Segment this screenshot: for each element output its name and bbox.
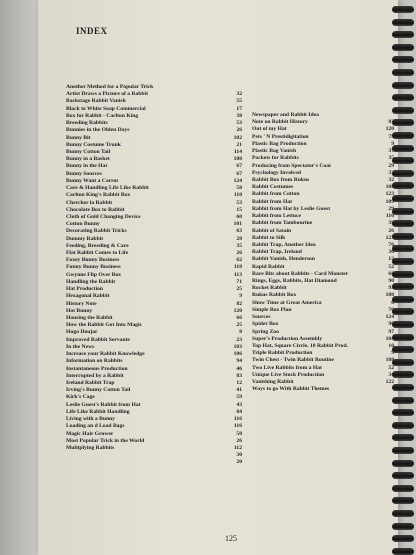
index-entry xyxy=(66,221,246,228)
index-entry-page: 67 xyxy=(236,163,242,170)
binding-coil xyxy=(392,460,414,467)
index-entry xyxy=(252,235,400,242)
index-entry-page: 52 xyxy=(388,364,394,371)
index-entry-text: Gwynne Flip Over Box xyxy=(66,271,122,278)
index-entry-text: Dummy Rabbit xyxy=(66,235,104,242)
index-entry xyxy=(66,243,246,250)
index-entry xyxy=(66,149,246,156)
binding-coil xyxy=(392,535,414,542)
index-entry xyxy=(252,177,400,184)
index-entry-text: Carlton King's Rabbit Box xyxy=(66,192,131,199)
index-entry xyxy=(252,314,400,321)
index-entry xyxy=(66,163,246,170)
index-entry xyxy=(66,416,246,423)
index-entry-page: 109 xyxy=(385,198,394,205)
index-entry xyxy=(252,126,400,133)
index-entry-text: Rapid Rabbit xyxy=(252,263,285,270)
index-entry xyxy=(66,135,246,142)
index-entry-text: Flat Rabbit Comes to Life xyxy=(66,250,129,257)
index-entry xyxy=(66,98,246,105)
index-entry xyxy=(252,329,400,336)
index-entry-text: Unique Live Stock Production xyxy=(252,371,325,378)
index-entry xyxy=(252,141,400,148)
index-entry xyxy=(66,322,246,329)
index-entry-page: 110 xyxy=(233,192,242,199)
index-entry-text: Newspaper and Rabbit Idea xyxy=(252,112,319,118)
binding-coil xyxy=(392,409,414,416)
index-entry xyxy=(252,134,400,141)
index-column-left xyxy=(66,84,246,467)
index-entry-page: 12 xyxy=(236,379,242,386)
index-entry-text: Improved Rabbit Servante xyxy=(66,336,130,343)
binding-coil xyxy=(392,548,414,555)
index-entry-text: Instantaneous Production xyxy=(66,365,128,372)
index-entry-text: Rabbit from Hat by Leslie Guest xyxy=(252,205,331,212)
index-entry-page: 53 xyxy=(236,120,242,127)
index-entry-text: Chocolate Box to Rabbit xyxy=(66,206,125,213)
index-entry xyxy=(252,285,400,292)
index-entry-text: Rabbit from Tambourine xyxy=(252,220,313,227)
index-entry-page: 26 xyxy=(236,437,242,444)
index-entry-text: Sources xyxy=(252,314,271,321)
index-entry xyxy=(66,308,246,315)
index-entry xyxy=(252,213,400,220)
index-entry-text: Rings, Eggs, Rabbits, Hat Diamond xyxy=(252,278,337,285)
index-entry-text: Black to White Soap Commercial xyxy=(66,105,146,112)
index-entry-page: 68 xyxy=(388,270,394,277)
index-entry-text: Rabbit Trap, Ireland xyxy=(252,249,302,256)
index-entry-page: 26 xyxy=(388,227,394,234)
index-entry-text: Life Like Rabbit Handling xyxy=(66,408,130,415)
index-entry-text: Rabbit Box from Rukus xyxy=(252,176,310,183)
index-entry xyxy=(252,249,400,256)
index-entry xyxy=(252,163,400,170)
index-entry xyxy=(252,321,400,328)
index-entry-text: Out of my Hat xyxy=(252,126,287,133)
index-entry xyxy=(66,257,246,264)
index-entry-text: Simple Box Plan xyxy=(252,306,292,313)
index-entry-text: Rabbit of Satain xyxy=(252,227,292,234)
index-entry xyxy=(252,170,400,177)
index-entry-text: Housing the Rabbit xyxy=(66,315,113,321)
index-entry-text: Spider Box xyxy=(252,321,279,328)
index-entry xyxy=(66,373,246,380)
index-entry-page: 34 xyxy=(388,371,394,378)
index-entry xyxy=(66,329,246,336)
index-entry-text: Hugo Doujar xyxy=(66,329,98,336)
index-entry xyxy=(66,84,246,91)
index-entry-page: 120 xyxy=(233,307,242,314)
index-entry xyxy=(252,148,400,155)
index-entry-text: Rabbit Vanish, Henderson xyxy=(252,256,315,263)
index-entry-page: 60 xyxy=(236,213,242,220)
index-entry xyxy=(66,431,246,438)
index-entry-page: 43 xyxy=(236,401,242,408)
binding-coil xyxy=(392,472,414,479)
index-entry xyxy=(66,286,246,293)
index-entry-page: 70 xyxy=(388,306,394,313)
index-entry-page: 90 xyxy=(388,278,394,285)
index-entry-text: Rabbit Costumes xyxy=(252,184,294,191)
index-entry-text: Rabbit to Silk xyxy=(252,234,286,241)
index-entry xyxy=(66,142,246,149)
index-entry xyxy=(66,156,246,163)
index-entry xyxy=(252,336,400,343)
index-entry-page: 67 xyxy=(236,170,242,177)
index-entry xyxy=(252,242,400,249)
index-entry-page: 94 xyxy=(236,358,242,365)
index-entry-text: Rukus Rabbit Box xyxy=(252,292,297,299)
index-entry-text: Cloth of Gold Changing Device xyxy=(66,213,141,220)
index-entry-text: Loading an d Load Bags xyxy=(66,423,125,430)
page-number: 125 xyxy=(225,534,237,543)
index-entry-page: 66 xyxy=(236,315,242,321)
index-entry-page: 75 xyxy=(388,133,394,140)
index-entry-page: 17 xyxy=(236,105,242,112)
index-entry-text: Artist Draws a Picture of a Rabbit xyxy=(66,91,148,98)
index-entry-page: 15 xyxy=(236,206,242,213)
index-entry xyxy=(252,264,400,271)
index-entry-page: 63 xyxy=(236,228,242,235)
index-entry-page: 53 xyxy=(236,199,242,206)
index-entry-page: 9 xyxy=(391,350,394,357)
index-entry xyxy=(66,445,246,452)
index-entry-text: Interrupted by a Rabbit xyxy=(66,372,124,379)
index-entry-text: Most Popular Trick in the World xyxy=(66,437,145,444)
index-entry-page: 35 xyxy=(236,242,242,249)
index-entry-page: 6 xyxy=(391,299,394,306)
index-entry xyxy=(252,191,400,198)
index-entry-page: 116 xyxy=(233,416,242,423)
index-entry xyxy=(66,344,246,351)
index-entry-text: Breeding Rabbits xyxy=(66,120,108,127)
index-entry xyxy=(252,228,400,235)
binding-coil xyxy=(392,523,414,530)
index-entry-text: Another Method for a Popular Trick xyxy=(66,84,154,90)
index-entry xyxy=(252,386,400,393)
index-entry-text: Foxey Bunny Business xyxy=(66,257,120,264)
index-entry-text: Living with a Bunny xyxy=(66,416,115,423)
index-entry-text: Rocket Rabbit xyxy=(252,285,287,292)
index-entry-text: Bunny in the Hat xyxy=(66,163,108,170)
index-entry-text: Decorating Rabbit Tricks xyxy=(66,228,127,235)
index-entry xyxy=(252,220,400,227)
index-entry xyxy=(66,301,246,308)
index-entry-text: Care & Handling Life Like Rabbit xyxy=(66,185,149,192)
index-entry-text: Twin Chest - Twin Rabbit Routine xyxy=(252,357,334,364)
index-entry xyxy=(252,112,400,119)
index-entry-page: 106 xyxy=(233,351,242,358)
index-entry-text: How the Rabbit Got Into Magic xyxy=(66,322,142,329)
index-entry-text: Funny Bunny Business xyxy=(66,264,121,271)
index-entry xyxy=(66,402,246,409)
index-entry-page: 123 xyxy=(385,234,394,241)
index-entry xyxy=(66,192,246,199)
index-entry-page: 20 xyxy=(236,459,242,466)
index-entry-text: Feeding, Breeding & Care xyxy=(66,242,129,249)
binding-coil xyxy=(392,397,414,404)
index-entry xyxy=(66,185,246,192)
index-entry-text: History Note xyxy=(66,300,97,307)
index-entry-text: Hot Bunny xyxy=(66,307,93,314)
index-entry-page: 39 xyxy=(388,220,394,227)
index-entry-page: 23 xyxy=(236,336,242,343)
index-entry xyxy=(66,178,246,185)
binding-coil xyxy=(392,69,414,76)
index-entry-page: 93 xyxy=(388,285,394,292)
index-entry-text: Bunny Want a Carrot xyxy=(66,177,119,184)
index-entry-text: Hat Production xyxy=(66,286,104,293)
index-entry xyxy=(66,214,246,221)
index-entry-text: Magic Hair Grower xyxy=(66,430,114,437)
index-entry-page: 9 xyxy=(391,140,394,147)
index-entry-text: Rabbit from Cotton xyxy=(252,191,300,198)
index-entry-text: Rabbit Trap, Another Idea xyxy=(252,241,316,248)
index-entry-page: 112 xyxy=(233,444,242,451)
index-entry-page: 25 xyxy=(236,322,242,329)
index-column-right xyxy=(252,112,400,394)
index-entry-page: 122 xyxy=(385,379,394,386)
index-entry-page: 30 xyxy=(236,452,242,459)
index-entry xyxy=(66,337,246,344)
index-entry-page: 36 xyxy=(388,249,394,256)
index-entry-page: 108 xyxy=(385,292,394,299)
binding-coil xyxy=(392,422,414,429)
index-entry-page: 83 xyxy=(388,119,394,126)
index-entry-page: 55 xyxy=(236,98,242,105)
index-entry-page: 108 xyxy=(385,357,394,364)
index-entry xyxy=(252,119,400,126)
index-entry-page: 82 xyxy=(236,300,242,307)
index-entry-text: Hexagonal Rabbit xyxy=(66,293,110,300)
index-entry-text: Pets ' N Prestidigitation xyxy=(252,133,309,140)
index-entry-text: Box for Rabbit - Carlton King xyxy=(66,112,139,119)
index-entry-text: Spring Zoo xyxy=(252,328,279,335)
index-entry-page: 102 xyxy=(233,134,242,141)
index-entry-page: 118 xyxy=(233,264,242,271)
index-entry-text: Bunny Sources xyxy=(66,170,102,177)
index-entry-text: Ways to go With Rabbit Themes xyxy=(252,386,330,393)
index-entry xyxy=(66,200,246,207)
index-entry-text: Producing from Spectator's Coat xyxy=(252,162,331,169)
left-background xyxy=(0,0,38,555)
index-entry xyxy=(252,343,400,350)
index-entry-page: 21 xyxy=(236,141,242,148)
index-entry xyxy=(252,206,400,213)
index-entry-page: 120 xyxy=(385,126,394,133)
binding-coil xyxy=(392,497,414,504)
index-entry xyxy=(66,279,246,286)
index-entry xyxy=(252,372,400,379)
index-entry-page: 104 xyxy=(385,335,394,342)
index-entry-page: 84 xyxy=(236,408,242,415)
index-entry-page: 59 xyxy=(236,394,242,401)
index-entry-page: 26 xyxy=(236,127,242,134)
index-entry-page: 103 xyxy=(233,343,242,350)
index-entry-page: 38 xyxy=(236,112,242,119)
index-entry-text: Information on Rabbits xyxy=(66,358,123,365)
index-entry xyxy=(252,379,400,386)
index-entry-text: Bunnies in the Olden Days xyxy=(66,127,130,134)
index-entry xyxy=(66,366,246,373)
index-entry xyxy=(66,250,246,257)
index-entry-page: 114 xyxy=(233,148,242,155)
binding-coil xyxy=(392,447,414,454)
index-entry-page: 62 xyxy=(236,257,242,264)
index-entry-page: 41 xyxy=(236,387,242,394)
index-entry-text: Kirk's Cage xyxy=(66,394,95,401)
index-entry xyxy=(66,171,246,178)
index-entry-page: 9 xyxy=(239,293,242,300)
index-entry-text: Irving's Bunny Cotton Tail xyxy=(66,387,131,394)
index-entry-page: 52 xyxy=(388,263,394,270)
index-entry xyxy=(66,120,246,127)
index-entry xyxy=(66,113,246,120)
index-entry xyxy=(252,184,400,191)
index-entry-text: Cotton Bunny xyxy=(66,221,100,228)
index-entry-text: Bunny in a Basket xyxy=(66,156,110,163)
index-entry-text: Psychology Involved xyxy=(252,169,301,176)
index-entry-text: Rare Bits about Rabbits - Card Monster xyxy=(252,270,349,277)
index-entry-text: Multiplying Rabbits xyxy=(66,444,115,451)
index-entry-page: 46 xyxy=(236,365,242,372)
index-entry xyxy=(66,91,246,98)
index-entry-text: Triple Rabbit Production xyxy=(252,350,313,357)
index-entry xyxy=(66,452,246,459)
index-entry-text: In the News xyxy=(66,343,95,350)
index-entry-page: 12 xyxy=(388,256,394,263)
index-entry-page: 10 xyxy=(388,343,394,349)
index-entry-page: 97 xyxy=(388,328,394,335)
index-entry xyxy=(252,278,400,285)
index-entry xyxy=(66,387,246,394)
index-entry-page: 29 xyxy=(388,205,394,212)
index-entry-text: Increase your Rabbit Knowledge xyxy=(66,351,145,358)
index-entry xyxy=(252,256,400,263)
page-title: INDEX xyxy=(76,26,108,36)
index-entry-page: 8 xyxy=(239,329,242,336)
index-entry-text: Super's Production Assembly xyxy=(252,335,323,342)
binding-coil xyxy=(392,94,414,101)
index-entry xyxy=(66,409,246,416)
index-entry-page: 25 xyxy=(236,286,242,293)
index-entry-text: Leslie Guest's Rabbit from Hat xyxy=(66,401,141,408)
index-entry-page: 35 xyxy=(388,155,394,162)
binding-coil xyxy=(392,44,414,51)
index-entry-text: Bunny Bit xyxy=(66,134,91,141)
index-entry-page: 90 xyxy=(388,321,394,328)
index-entry-page: 123 xyxy=(385,191,394,198)
index-entry xyxy=(66,272,246,279)
index-entry-page: 28 xyxy=(236,235,242,242)
binding-coil xyxy=(392,485,414,492)
index-entry-page: 101 xyxy=(233,221,242,228)
index-entry-page: 32 xyxy=(236,91,242,98)
index-entry xyxy=(252,350,400,357)
index-entry xyxy=(252,300,400,307)
index-entry-page: 76 xyxy=(388,241,394,248)
index-entry xyxy=(66,423,246,430)
index-entry-page: 58 xyxy=(236,430,242,437)
index-entry xyxy=(66,127,246,134)
index-entry-page: 124 xyxy=(233,177,242,184)
index-entry-text: Bunny Cotton Tail xyxy=(66,148,111,155)
index-entry xyxy=(252,292,400,299)
index-entry-page: 37 xyxy=(388,148,394,155)
index-entry-page: 29 xyxy=(388,162,394,169)
index-entry xyxy=(66,207,246,214)
index-entry xyxy=(66,236,246,243)
index-entry-text: Show Time at Great America xyxy=(252,299,322,306)
index-entry-page: 32 xyxy=(388,176,394,183)
binding-coil xyxy=(392,31,414,38)
index-entry-text: Backstage Rabbit Vanish xyxy=(66,98,126,105)
index-entry xyxy=(252,199,400,206)
index-entry xyxy=(66,394,246,401)
index-entry xyxy=(66,459,246,466)
index-entry-text: Pockets for Rabbits xyxy=(252,155,299,162)
index-entry xyxy=(66,293,246,300)
index-entry-page: 116 xyxy=(385,213,394,220)
binding-coil xyxy=(392,434,414,441)
index-entry xyxy=(66,438,246,445)
index-entry-text: Rabbit from Hat xyxy=(252,198,292,205)
binding-coil xyxy=(392,56,414,63)
index-entry-page: 108 xyxy=(233,156,242,163)
index-entry-page: 26 xyxy=(236,250,242,257)
index-entry xyxy=(252,271,400,278)
index-entry-text: Handling the Rabbit xyxy=(66,278,116,285)
index-entry xyxy=(66,264,246,271)
index-entry-text: Plastic Bag Production xyxy=(252,140,307,147)
index-entry-text: Vanishing Rabbit xyxy=(252,379,294,386)
index-entry xyxy=(252,357,400,364)
index-entry-text: Note on Rabbit History xyxy=(252,119,308,126)
index-entry xyxy=(252,307,400,314)
index-entry xyxy=(66,228,246,235)
index-entry xyxy=(66,358,246,365)
index-entry xyxy=(66,380,246,387)
index-entry-page: 113 xyxy=(233,271,242,278)
binding-coil xyxy=(392,19,414,26)
index-entry xyxy=(66,315,246,322)
index-entry-text: Rabbit from Lettuce xyxy=(252,213,301,220)
index-entry xyxy=(252,365,400,372)
index-entry xyxy=(66,106,246,113)
binding-coil xyxy=(392,82,414,89)
index-entry-page: 33 xyxy=(388,169,394,176)
index-entry-text: Chercher la Rabbit xyxy=(66,199,113,206)
index-entry xyxy=(66,351,246,358)
binding-coil xyxy=(392,510,414,517)
index-entry-page: 58 xyxy=(236,185,242,192)
index-entry-page: 124 xyxy=(385,314,394,321)
index-entry-text: Plastic Bag Vanish xyxy=(252,148,297,155)
index-entry xyxy=(252,155,400,162)
index-entry-text: Top Hat, Square Circle, 10 Rabbit Prod. xyxy=(252,343,348,349)
binding-coil xyxy=(392,6,414,13)
index-entry-page: 108 xyxy=(385,184,394,191)
index-entry-page: 71 xyxy=(236,278,242,285)
index-entry-page: 116 xyxy=(233,423,242,430)
index-entry-text: Ireland Rabbit Trap xyxy=(66,379,115,386)
index-entry-text: Two Live Rabbits from a Hat xyxy=(252,364,322,371)
index-entry-text: Bunny Costume Trunk xyxy=(66,141,121,148)
index-entry-page: 83 xyxy=(236,372,242,379)
